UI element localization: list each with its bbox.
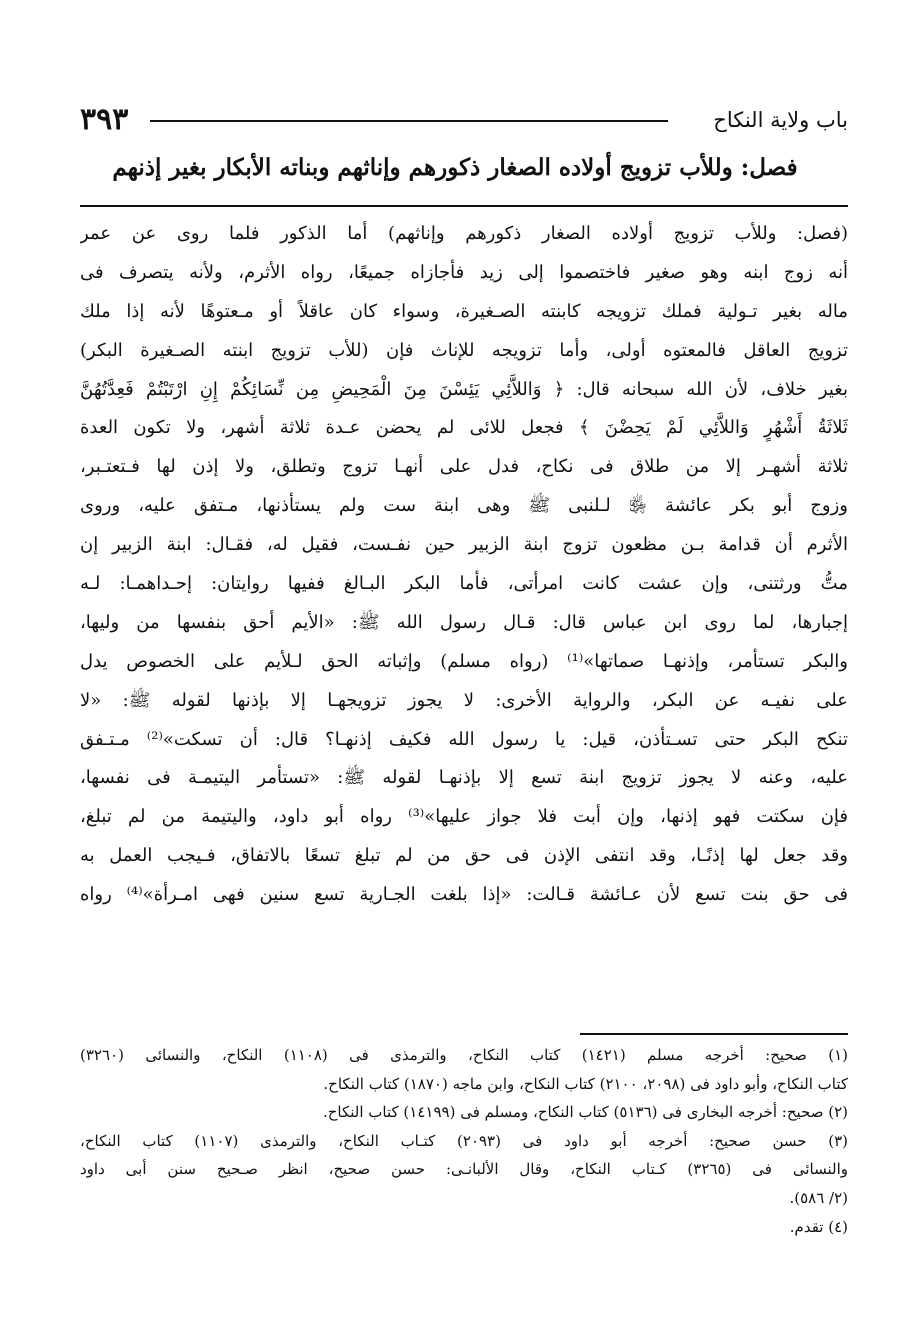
footnotes bbox=[80, 1041, 848, 1241]
body-line: متُّ ورثتنى، وإن عشت كانت امرأتى، فأما البكر البـالغ ففيها روايتان: إحـداهمـا: لـه bbox=[80, 573, 848, 595]
body-line: ماله بغير تـولية فملك تزويجه كابنته الصـغيرة، وسواء كان عاقلاً أو مـعتوهًا لأنه إذا ملك bbox=[80, 300, 848, 322]
footnote-line: (٢/ ٥٨٦). bbox=[789, 1188, 848, 1207]
body-line: تزويج العاقل فالمعتوه أولى، وأما تزويجه للإناث فإن (للأب تزويج ابنته الصـغيرة البكر) bbox=[80, 339, 848, 361]
footnote-line: (٤) تقدم. bbox=[789, 1217, 848, 1236]
body-line: والبكر تستأمر، وإذنهـا صماتها»⁽¹⁾ (رواه مسلم) وإثباته الحق لـلأيم على الخصوص يدل bbox=[80, 650, 848, 672]
footnote-line: (٣) حسن صحيح: أخرجه أبو داود فى (٢٠٩٣) كتـاب النكاح، والترمذى (١١٠٧) كتاب النكاح، bbox=[80, 1131, 848, 1150]
page-number: ٣٩٣ bbox=[80, 102, 129, 137]
footnote-line: والنسائى فى (٣٢٦٥) كـتاب النكاح، وقال الألبانـى: حسن صحيح، انظر صـحيح سنن أبى داود bbox=[80, 1160, 848, 1179]
footnote-rule bbox=[580, 1033, 848, 1035]
body-line: (فصل: وللأب تزويج أولاده الصغار ذكورهم وإناثهم) أما الذكور فلما روى عن عمر bbox=[80, 223, 848, 244]
footnote-line: (٢) صحيح: أخرجه البخارى فى (٥١٣٦) كتاب النكاح، ومسلم فى (١٤١٩٩) كتاب النكاح. bbox=[322, 1103, 848, 1122]
body-line: بغير خلاف، لأن الله سبحانه قال: ﴿ وَاللاَّئِي يَئِسْنَ مِنَ الْمَحِيضِ مِن نِّسَائِكُمْ إِنِ ارْتَبْتُمْ فَعِدَّتُهُنَّ bbox=[80, 378, 848, 400]
body-line: إجبارها، لما روى ابن عباس قال: قـال رسول الله ﷺ: «الأيم أحق بنفسها من وليها، bbox=[80, 611, 848, 633]
chapter-title: باب ولاية النكاح bbox=[713, 108, 848, 132]
running-header bbox=[80, 100, 848, 140]
body-line: فإن سكتت فهو إذنها، وإن أبت فلا جواز عليها»⁽³⁾ رواه أبو داود، واليتيمة من لم تبلغ، bbox=[80, 806, 848, 828]
body-line: تنكح البكر حتى تسـتأذن، قيل: يا رسول الله فكيف إذنهـا؟ قال: أن تسكت»⁽²⁾ مـتـفق bbox=[80, 728, 848, 750]
header-rule bbox=[150, 120, 668, 122]
body-line: فى حق بنت تسع لأن عـائشة قـالت: «إذا بلغت الجـارية تسع سنين فهى امـرأة»⁽⁴⁾ رواه bbox=[80, 884, 848, 906]
section-heading: فصل: وللأب تزويج أولاده الصغار ذكورهم وإناثهم وبناته الأبكار بغير إذنهم bbox=[112, 154, 798, 181]
body-text bbox=[80, 215, 848, 915]
heading-rule bbox=[80, 205, 848, 207]
body-line: عليه، وعنه لا يجوز تزويج ابنة تسع إلا بإذنهـا لقوله ﷺ: «تستأمر اليتيمـة فى نفسها، bbox=[80, 767, 848, 789]
body-line: وقد جعل لها إذنًـا، وقد انتفى الإذن فى حق من لم تبلغ تسعًا بالاتفاق، فـيجب العمل به bbox=[80, 845, 848, 867]
footnote-line: (١) صحيح: أخرجه مسلم (١٤٢١) كتاب النكاح، والترمذى فى (١١٠٨) النكاح، والنسائى (٣٢٦٠) bbox=[80, 1046, 848, 1064]
body-line: ثلاثة أشهـر إلا من طلاق فى نكاح، فدل على أنهـا تزوج وتطلق، ولا إذن لها فـتعتـبر، bbox=[80, 456, 848, 478]
body-line: الأثرم أن قدامة بـن مظعون تزوج ابنة الزبير حين نفـست، فقيل له، فقـال: ابنة الزبير إن bbox=[80, 534, 848, 556]
body-line: ثَلاثَةُ أَشْهُرٍ وَاللاَّئِي لَمْ يَحِضْنَ ﴾ فجعل للائى لم يحضن عـدة ثلاثة أشهر، ولا تكون العدة bbox=[80, 417, 848, 439]
body-line: على نفيـه عن البكر، والرواية الأخرى: لا يجوز تزويجهـا إلا بإذنها لقوله ﷺ: «لا bbox=[80, 689, 848, 711]
footnote-line: كتاب النكاح، وأبو داود فى (٢٠٩٨، ٢١٠٠) كتاب النكاح، وابن ماجه (١٨٧٠) كتاب النكاح. bbox=[323, 1074, 848, 1093]
body-line: وزوج أبو بكر عائشة ﵂ لـلنبى ﷺ وهى ابنة ست ولم يستأذنها، مـتفق عليه، وروى bbox=[80, 495, 848, 517]
body-line: أنه زوج ابنه وهو صغير فاختصموا إلى زيد فأجازاه جميعًا، رواه الأثرم، ولأنه يتصرف فى bbox=[80, 261, 848, 283]
